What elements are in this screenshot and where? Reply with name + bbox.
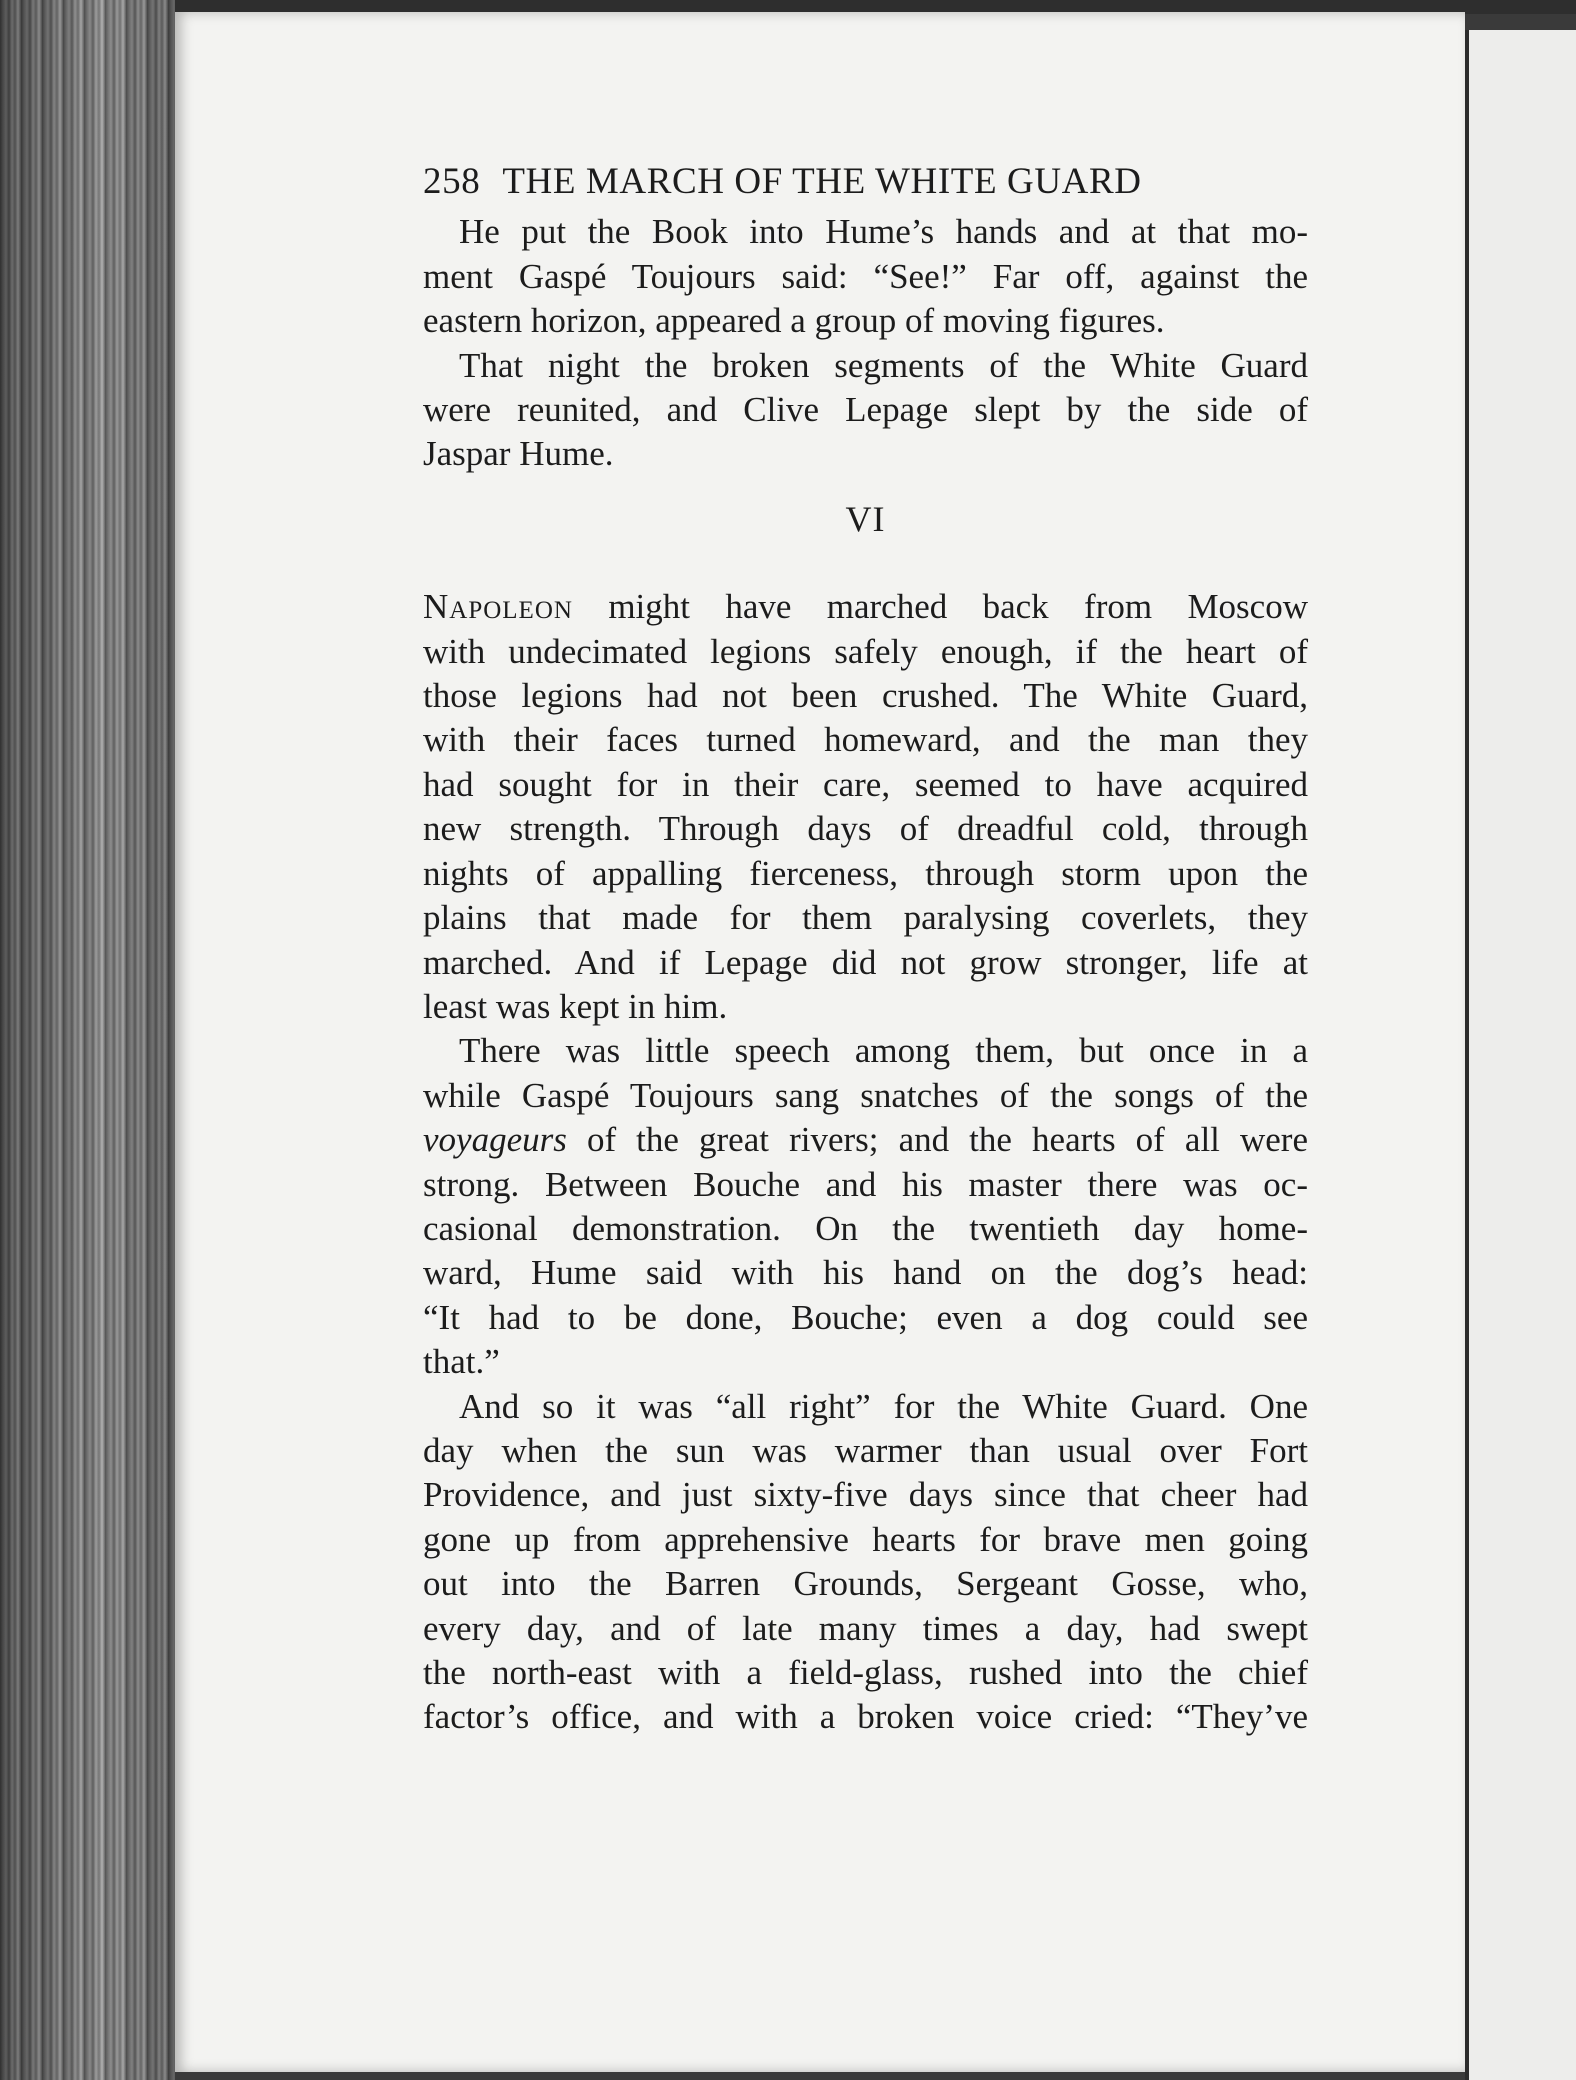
text-line: strong. Between Bouche and his master there was oc- bbox=[423, 1164, 1308, 1204]
text-line: that.” bbox=[423, 1342, 500, 1382]
text-line: every day, and of late many times a day, had swept bbox=[423, 1608, 1308, 1648]
paragraph-1 bbox=[423, 210, 1308, 343]
text-line: day when the sun was warmer than usual over Fort bbox=[423, 1430, 1308, 1470]
page-number: 258 bbox=[423, 161, 481, 202]
paragraph-5 bbox=[423, 1385, 1308, 1740]
text-line-rest: might have marched back from Moscow bbox=[572, 587, 1308, 627]
text-line: factor’s office, and with a broken voice cried: “They’ve bbox=[423, 1697, 1308, 1737]
text-line: with their faces turned homeward, and the man they bbox=[423, 720, 1308, 760]
page-text bbox=[423, 160, 1308, 1740]
text-line bbox=[423, 585, 1308, 629]
text-line: ward, Hume said with his hand on the dog’s head: bbox=[423, 1253, 1308, 1293]
text-line bbox=[423, 1118, 1308, 1162]
text-line: nights of appalling fierceness, through storm upon the bbox=[423, 853, 1308, 893]
text-line: had sought for in their care, seemed to have acquired bbox=[423, 764, 1308, 804]
text-line: new strength. Through days of dreadful cold, through bbox=[423, 809, 1308, 849]
text-line: ment Gaspé Toujours said: “See!” Far off, against the bbox=[423, 256, 1308, 296]
paragraph-3 bbox=[423, 585, 1308, 1029]
text-line: while Gaspé Toujours sang snatches of the songs of the bbox=[423, 1075, 1308, 1115]
running-title: THE MARCH OF THE WHITE GUARD bbox=[502, 161, 1142, 202]
text-line-rest: of the great rivers; and the hearts of all were bbox=[566, 1120, 1308, 1160]
paragraph-2 bbox=[423, 344, 1308, 477]
text-line: Jaspar Hume. bbox=[423, 434, 614, 474]
small-caps-lead-word: Napoleon bbox=[423, 587, 573, 627]
text-line: Providence, and just sixty-five days since that cheer had bbox=[423, 1475, 1308, 1515]
text-line: He put the Book into Hume’s hands and at that mo- bbox=[459, 212, 1308, 252]
text-line: “It had to be done, Bouche; even a dog could see bbox=[423, 1297, 1308, 1337]
text-line: There was little speech among them, but once in a bbox=[459, 1031, 1308, 1071]
text-line: And so it was “all right” for the White Guard. One bbox=[459, 1386, 1308, 1426]
text-line: least was kept in him. bbox=[423, 986, 728, 1026]
text-line: were reunited, and Clive Lepage slept by the side of bbox=[423, 390, 1308, 430]
italic-word: voyageurs bbox=[423, 1120, 567, 1160]
text-line: That night the broken segments of the White Guard bbox=[459, 345, 1308, 385]
text-line: plains that made for them paralysing coverlets, they bbox=[423, 898, 1308, 938]
paragraph-4 bbox=[423, 1029, 1308, 1384]
text-line: out into the Barren Grounds, Sergeant Gosse, who, bbox=[423, 1564, 1308, 1604]
text-line: casional demonstration. On the twentieth day home- bbox=[423, 1208, 1308, 1248]
text-line: eastern horizon, appeared a group of moving figures. bbox=[423, 301, 1165, 341]
book-page-edges bbox=[0, 0, 175, 2080]
text-line: those legions had not been crushed. The White Guard, bbox=[423, 676, 1308, 716]
running-head bbox=[423, 160, 1308, 204]
facing-page-edge bbox=[1465, 30, 1576, 2080]
text-line: gone up from apprehensive hearts for brave men going bbox=[423, 1519, 1308, 1559]
text-line: with undecimated legions safely enough, if the heart of bbox=[423, 631, 1308, 671]
text-line: marched. And if Lepage did not grow stronger, life at bbox=[423, 942, 1308, 982]
text-line: the north-east with a field-glass, rushed into the chief bbox=[423, 1653, 1308, 1692]
section-heading: VI bbox=[845, 498, 886, 539]
